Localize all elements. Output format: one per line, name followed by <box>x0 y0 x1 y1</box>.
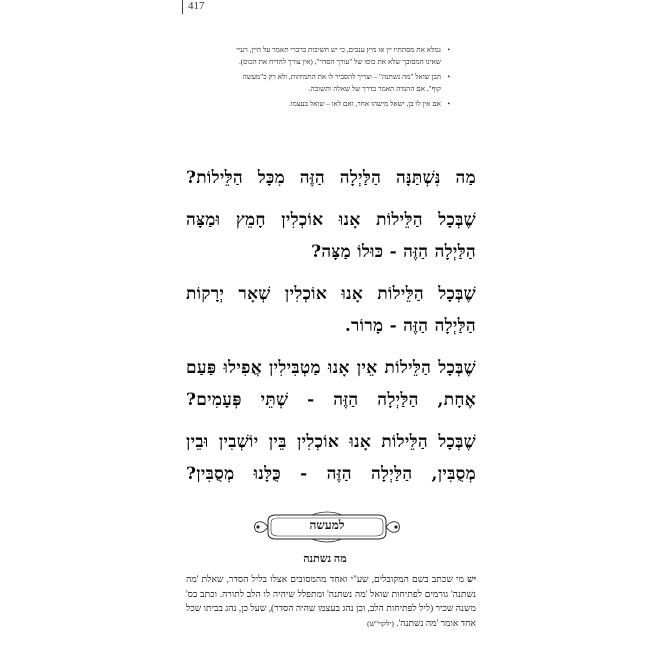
source-citation: (ילקוי"ש) <box>367 618 394 628</box>
note-text: הבן שואל "מה נשתנה" – וצריך להסביר לו את התמיהות, ולא רק כ"מעשה קוף", אם ההגדה תאמר בדרך של שאלה ותשובה. <box>242 73 441 93</box>
commentary-paragraph <box>186 572 476 631</box>
ornament-label: למעשה <box>309 518 345 532</box>
page-number-divider <box>182 0 183 14</box>
song-line: שֶׁבְּכָל הַלֵּילוֹת אָנוּ אוֹכְלִין שְׁאָר יְרָקוֹת <box>186 284 476 304</box>
paragraph-lead-word: יש <box>467 574 476 584</box>
song-line: שֶׁבְּכָל הַלֵּילוֹת אָנוּ אוֹכְלִין בֵּין יוֹשְׁבִין וּבֵין <box>186 432 476 452</box>
song-line: שֶׁבְּכָל הַלֵּילוֹת אָנוּ אוֹכְלִין חָמֵץ וּמַצָּה <box>186 210 476 230</box>
song-line: הַלַּיְלָה הַזֶּה - כּוּלוֹ מַצָּה? <box>311 242 476 262</box>
bullet-icon: • <box>447 100 450 108</box>
song-line: הַלַּיְלָה הַזֶּה - מָרוֹר. <box>344 316 476 336</box>
song-line: שֶׁבְּכָל הַלֵּילוֹת אֵין אָנוּ מַטְבִּילִין אֲפִילוּ פַּעַם <box>186 358 476 378</box>
note-text: אם אין לו בן, ישאל מישהו אחר, ואם לאו – שואל בעצמו. <box>288 100 441 108</box>
instruction-notes <box>228 44 450 113</box>
page-number: 417 <box>188 0 205 12</box>
note-item <box>228 71 450 95</box>
song-line-title: מַה נִּשְׁתַּנָּה הַלַּיְלָה הַזֶּה מִכָּל הַלֵּילוֹת? <box>186 168 476 188</box>
note-text: נמלא את מסתתיו יין או מיץ ענבים, כי יש חשיבות ברברי תאמר על היין, רעיי שאינו המסובך שלא את כוסו של "עורך הסדר", (אין צורך להדיח את הכוס). <box>236 46 441 66</box>
bullet-icon: • <box>447 46 450 54</box>
paragraph-text: מי שכתב בשם המקובלים, שע"י ואחד מהמסובים אצלו בליל הסדר, שאלת 'מה נשתנה' גורמים לפתיחות שואל 'מה נשתנה' ומתפלל שיהיה לו הלב לתורה. וכתב בס' משנה שכיר (ליל לפתיחות הלב, וכן נהג בעצמו שהיה הסדר), שעל כן, נהג בביתו שכל אחד אומר 'מה נשתנה'. <box>186 574 476 628</box>
section-title: מה נשתנה <box>303 553 347 565</box>
song-line: מְסֻבִּין, הַלַּיְלָה הַזֶּה - כֻּלָּנוּ מְסֻבִּין? <box>186 464 476 484</box>
note-item <box>228 98 450 110</box>
song-line: אֶחָת, הַלַּיְלָה הַזֶּה - שְׁתֵּי פְּעָמִים? <box>186 390 476 410</box>
bullet-icon: • <box>447 73 450 81</box>
note-item <box>228 44 450 68</box>
